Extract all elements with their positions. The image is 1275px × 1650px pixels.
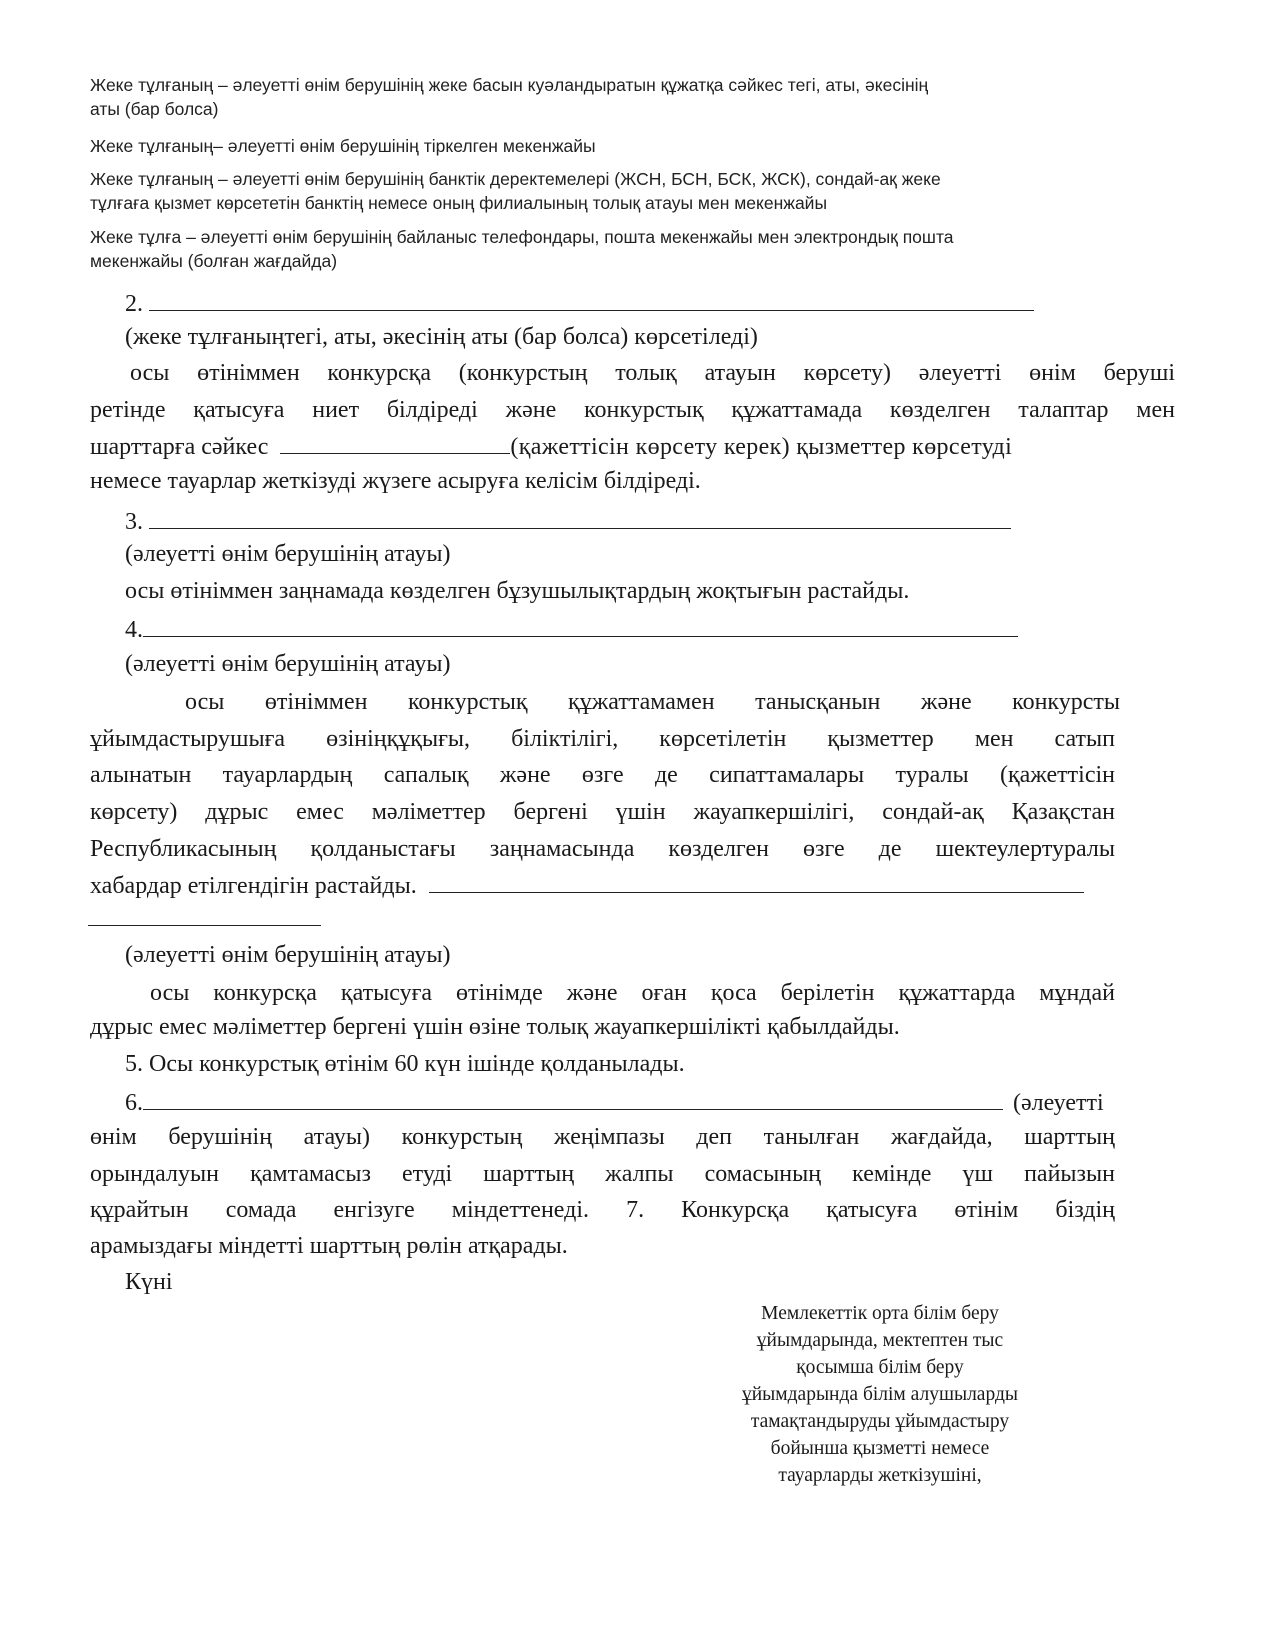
- item3-hint: (әлеуетті өнім берушінің атауы): [125, 541, 451, 567]
- item2-hint: (жеке тұлғаныңтегі, аты, әкесінің аты (бар болса) көрсетіледі): [125, 324, 758, 350]
- item6-after-blank: (әлеуетті: [1013, 1090, 1104, 1116]
- supplier-note-line6: бойынша қызметті немесе: [770, 1438, 990, 1459]
- item3-number: 3.: [125, 509, 143, 535]
- item4-resp-line2: дұрыс емес мәліметтер бергені үшін өзіне толық жауапкершілікті қабылдайды.: [90, 1014, 900, 1040]
- supplier-note-line4: ұйымдарында білім алушыларды: [742, 1384, 1018, 1405]
- supplier-note-block: [690, 1300, 1070, 1489]
- supplier-note-line3: қосымша білім беру: [796, 1357, 964, 1378]
- item4-number: 4.: [125, 617, 143, 643]
- field-contacts: [90, 225, 1070, 273]
- supplier-note-line5: тамақтандыруды ұйымдастыру: [750, 1411, 1010, 1432]
- field-bank-details: [90, 167, 1070, 215]
- item2-line3: [90, 429, 1175, 462]
- item4-continuation-blank[interactable]: [88, 925, 321, 926]
- field-contacts-line2: мекенжайы (болған жағдайда): [90, 251, 338, 271]
- supplier-note-line1: Мемлекеттік орта білім беру: [761, 1303, 999, 1324]
- item4-hint2: (әлеуетті өнім берушінің атауы): [125, 942, 451, 968]
- supplier-note-line2: ұйымдарында, мектептен тыс: [756, 1330, 1004, 1351]
- item4-hint: (әлеуетті өнім берушінің атауы): [125, 651, 451, 677]
- item6-line1: өнім берушінің атауы) конкурстың жеңімпазы деп танылған жағдайда, шарттың: [90, 1124, 1115, 1150]
- date-label: Күні: [125, 1269, 173, 1295]
- item4-resp-line1: осы конкурсқа қатысуға өтінімде және оған қоса берілетін құжаттарда мұндай: [150, 980, 1115, 1006]
- field-fullname-line1: Жеке тұлғаның – әлеуетті өнім берушінің жеке басын куәландыратын құжатқа сәйкес тегі, аты, әкесінің: [90, 75, 929, 95]
- item2-line2: ретінде қатысуға ниет білдіреді және конкурстық құжаттамада көзделген талаптар мен: [90, 397, 1175, 423]
- item2-number: 2.: [125, 291, 143, 317]
- item2-row: [125, 286, 1034, 319]
- item3-row: [125, 504, 1011, 537]
- item4-last-row: [90, 868, 1084, 901]
- supplier-note-line7: тауарларды жеткізушіні,: [778, 1465, 982, 1486]
- item2-line3-before: шарттарға сәйкес: [90, 434, 269, 460]
- item6-line2: орындалуын қамтамасыз етуді шарттың жалпы сомасының кемінде үш пайызын: [90, 1161, 1115, 1187]
- field-address-line1: Жеке тұлғаның– әлеуетті өнім берушінің тіркелген мекенжайы: [90, 136, 596, 156]
- item2-name-blank[interactable]: [149, 286, 1034, 311]
- item6-name-blank[interactable]: [143, 1085, 1003, 1110]
- item6-row: [125, 1085, 1125, 1118]
- field-contacts-line1: Жеке тұлға – әлеуетті өнім берушінің байланыс телефондары, пошта мекенжайы мен электрондық пошта: [90, 227, 954, 247]
- field-fullname-line2: аты (бар болса): [90, 99, 219, 119]
- item2-line3-after: (қажеттісін көрсету керек) қызметтер көрсетуді: [510, 434, 1013, 460]
- field-fullname: [90, 73, 1070, 121]
- item2-line1: осы өтініммен конкурсқа (конкурстың толық атауын көрсету) әлеуетті өнім беруші: [130, 360, 1175, 386]
- item4-line2: ұйымдастырушыға өзініңқұқығы, біліктілігі, көрсетілетін қызметтер мен сатып: [90, 726, 1115, 752]
- item5-text: 5. Осы конкурстық өтінім 60 күн ішінде қолданылады.: [125, 1051, 685, 1077]
- item4-line4: көрсету) дұрыс емес мәліметтер бергені үшін жауапкершілігі, сондай-ақ Қазақстан: [90, 799, 1115, 825]
- item6-last-line: арамыздағы міндетті шарттың рөлін атқарады.: [90, 1233, 568, 1259]
- item4-last-line: хабардар етілгендігін растайды.: [90, 873, 417, 899]
- item4-confirm-blank[interactable]: [429, 868, 1084, 893]
- item4-row: [125, 612, 1018, 645]
- item6-number: 6.: [125, 1090, 143, 1116]
- item4-name-blank[interactable]: [143, 612, 1018, 637]
- item3-text: осы өтініммен заңнамада көзделген бұзушылықтардың жоқтығын растайды.: [125, 578, 910, 604]
- item6-line3: құрайтын сомада енгізуге міндеттенеді. 7. Конкурсқа қатысуға өтінім біздің: [90, 1197, 1115, 1223]
- item4-line3: алынатын тауарлардың сапалық және өзге де сипаттамалары туралы (қажеттісін: [90, 762, 1115, 788]
- item4-line5: Республикасының қолданыстағы заңнамасында көзделген өзге де шектеулертуралы: [90, 836, 1115, 862]
- field-bank-line1: Жеке тұлғаның – әлеуетті өнім берушінің банктік деректемелері (ЖСН, БСН, БСК, ЖСК), сондай-ақ жеке: [90, 169, 941, 189]
- item2-line4: немесе тауарлар жеткізуді жүзеге асыруға келісім білдіреді.: [90, 468, 701, 494]
- field-address: [90, 134, 1070, 158]
- item4-line1: осы өтініммен конкурстық құжаттамамен танысқанын және конкурсты: [185, 689, 1120, 715]
- item3-name-blank[interactable]: [149, 504, 1011, 529]
- item2-service-blank[interactable]: [280, 429, 510, 454]
- field-bank-line2: тұлғаға қызмет көрсететін банктің немесе оның филиалының толық атауы мен мекенжайы: [90, 193, 828, 213]
